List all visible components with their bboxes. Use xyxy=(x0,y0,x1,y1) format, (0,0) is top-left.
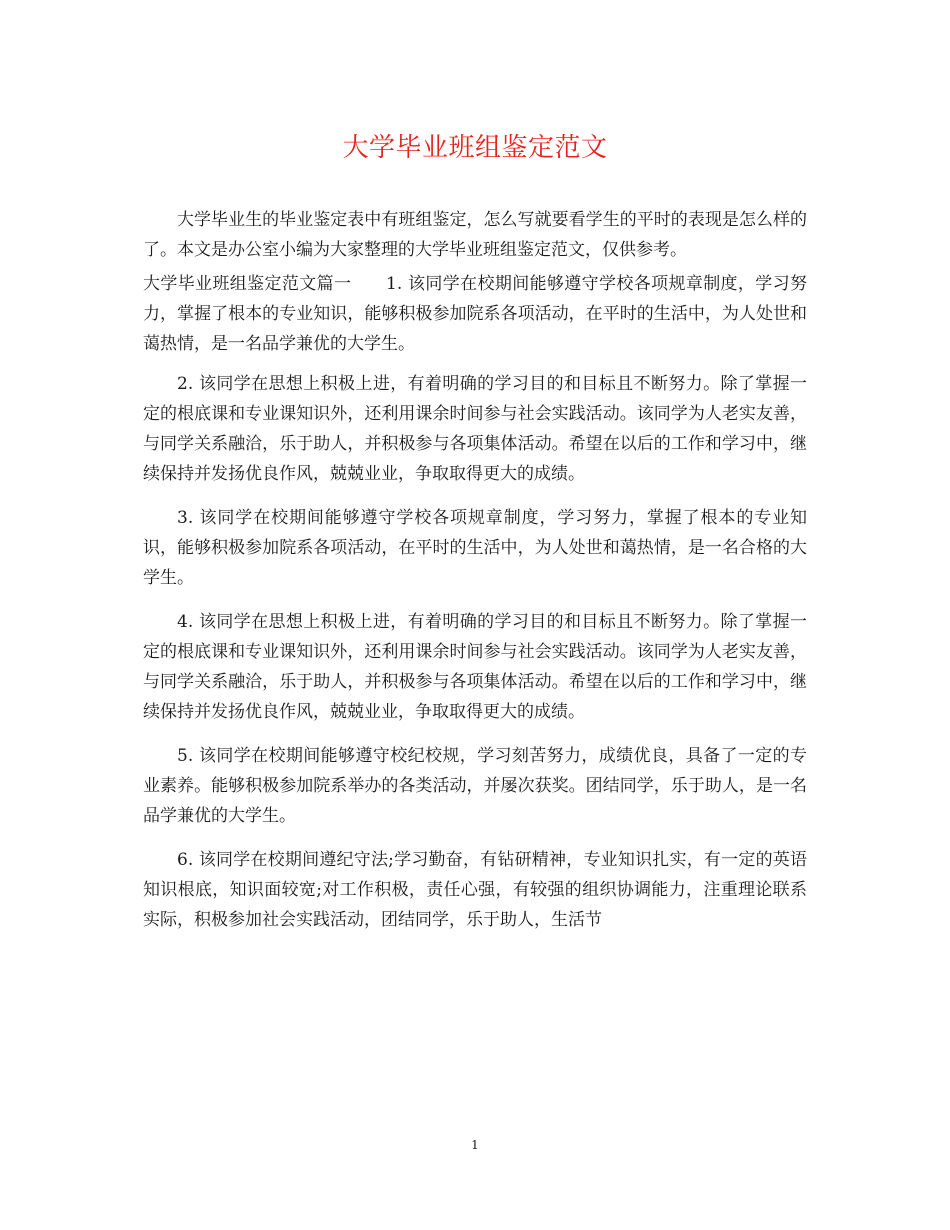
item-paragraph-2: 2. 该同学在思想上积极上进，有着明确的学习目的和目标且不断努力。除了掌握一定的根底课和专业课知识外，还利用课余时间参与社会实践活动。该同学为人老实友善，与同学关系融洽，乐于助人，并积极参与各项集体活动。希望在以后的工作和学习中，继续保持并发扬优良作风，兢兢业业，争取取得更大的成绩。 xyxy=(143,374,807,484)
section-heading-paragraph: 大学毕业班组鉴定范文篇一 1. 该同学在校期间能够遵守学校各项规章制度，学习努力，掌握了根本的专业知识，能够积极参加院系各项活动，在平时的生活中，为人处世和蔼热情，是一名品学兼优的大学生。 xyxy=(143,274,807,354)
item-paragraph-6: 6. 该同学在校期间遵纪守法;学习勤奋，有钻研精神，专业知识扎实，有一定的英语知识根底，知识面较宽;对工作积极，责任心强，有较强的组织协调能力，注重理论联系实际，积极参加社会实践活动，团结同学，乐于助人，生活节 xyxy=(143,850,807,930)
intro-paragraph: 大学毕业生的毕业鉴定表中有班组鉴定，怎么写就要看学生的平时的表现是怎么样的了。本文是办公室小编为大家整理的大学毕业班组鉴定范文，仅供参考。 xyxy=(143,210,807,260)
item-paragraph-4: 4. 该同学在思想上积极上进，有着明确的学习目的和目标且不断努力。除了掌握一定的根底课和专业课知识外，还利用课余时间参与社会实践活动。该同学为人老实友善，与同学关系融洽，乐于助人，并积极参与各项集体活动。希望在以后的工作和学习中，继续保持并发扬优良作风，兢兢业业，争取取得更大的成绩。 xyxy=(143,612,807,722)
page-number: 1 xyxy=(471,1138,479,1152)
document-title: 大学毕业班组鉴定范文 xyxy=(342,133,608,163)
item-paragraph-5: 5. 该同学在校期间能够遵守校纪校规，学习刻苦努力，成绩优良，具备了一定的专业素养。能够积极参加院系举办的各类活动，并屡次获奖。团结同学，乐于助人，是一名品学兼优的大学生。 xyxy=(143,746,807,826)
item-paragraph-3: 3. 该同学在校期间能够遵守学校各项规章制度，学习努力，掌握了根本的专业知识，能够积极参加院系各项活动，在平时的生活中，为人处世和蔼热情，是一名合格的大学生。 xyxy=(143,508,807,588)
document-body xyxy=(143,205,807,949)
